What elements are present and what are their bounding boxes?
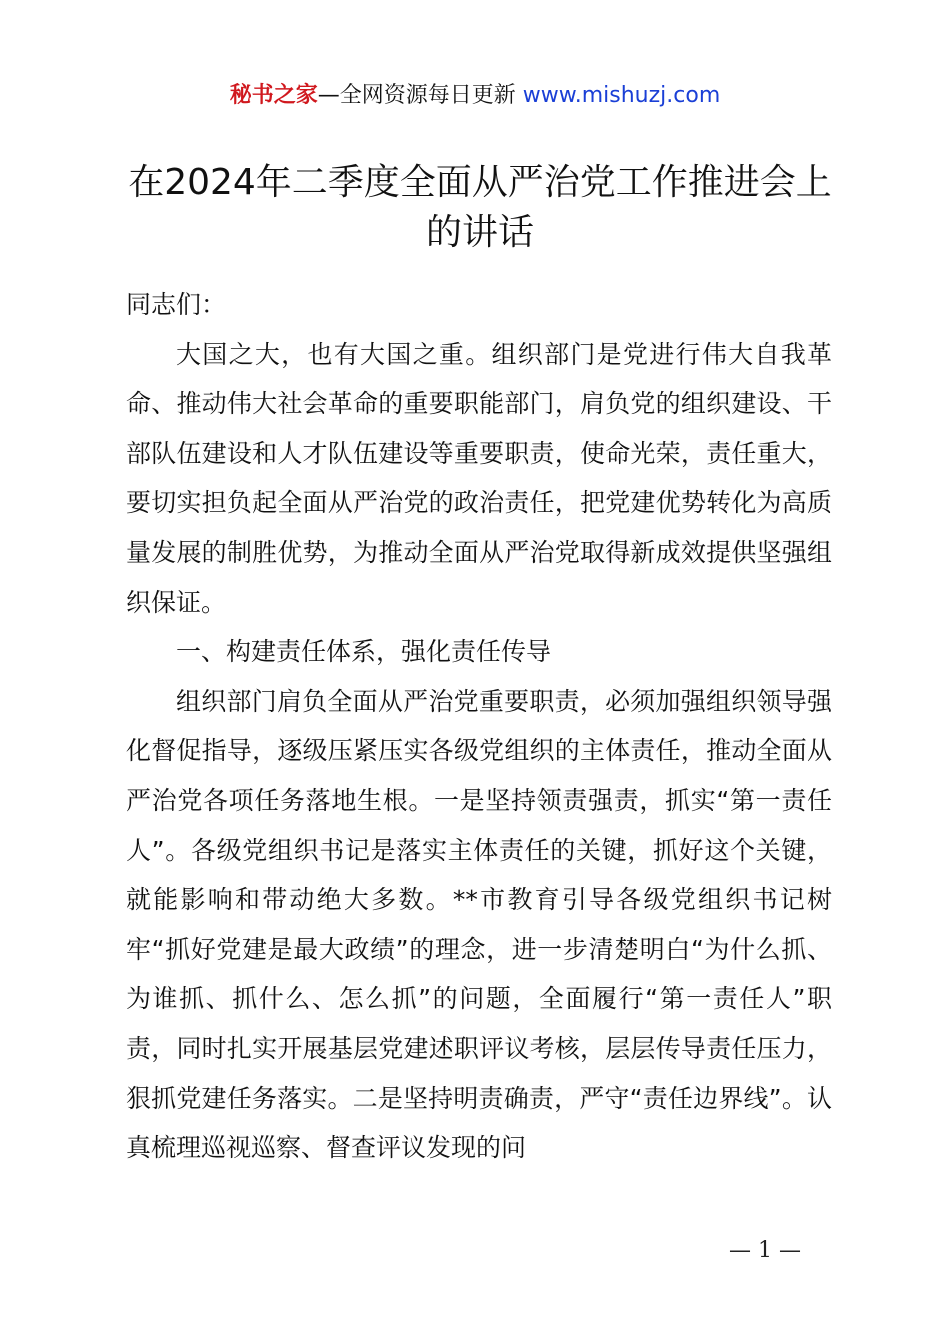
brand-name: 秘书之家	[229, 83, 318, 108]
site-banner	[0, 80, 950, 112]
page-number: — 1 —	[729, 1238, 801, 1263]
paragraph-section-one: 组织部门肩负全面从严治党重要职责，必须加强组织领导强化督促指导，逐级压紧压实各级党组织的主体责任，推动全面从严治党各项任务落地生根。一是坚持领责强责，抓实“第一责任人”。各级党组织书记是落实主体责任的关键，抓好这个关键，就能影响和带动绝大多数。**市教育引导各级党组织书记树牢“抓好党建是最大政绩”的理念，进一步清楚明白“为什么抓、为谁抓、抓什么、怎么抓”的问题，全面履行“第一责任人”职责，同时扎实开展基层党建述职评议考核，层层传导责任压力，狠抓党建任务落实。二是坚持明责确责，严守“责任边界线”。认真梳理巡视巡察、督查评议发现的问	[126, 686, 832, 1163]
document-body	[126, 280, 832, 1173]
section-heading: 一、构建责任体系，强化责任传导	[176, 637, 552, 667]
salutation: 同志们：	[126, 290, 227, 319]
paragraph-intro: 大国之大，也有大国之重。组织部门是党进行伟大自我革命、推动伟大社会革命的重要职能部门，肩负党的组织建设、干部队伍建设和人才队伍建设等重要职责，使命光荣，责任重大，要切实担负起全面从严治党的政治责任，把党建优势转化为高质量发展的制胜优势，为推动全面从严治党取得新成效提供坚强组织保证。	[126, 339, 832, 617]
document-title: 在2024年二季度全面从严治党工作推进会上的讲话	[128, 162, 832, 253]
banner-tagline: —全网资源每日更新	[317, 83, 523, 108]
site-url-link[interactable]: www.mishuzj.com	[522, 83, 721, 108]
